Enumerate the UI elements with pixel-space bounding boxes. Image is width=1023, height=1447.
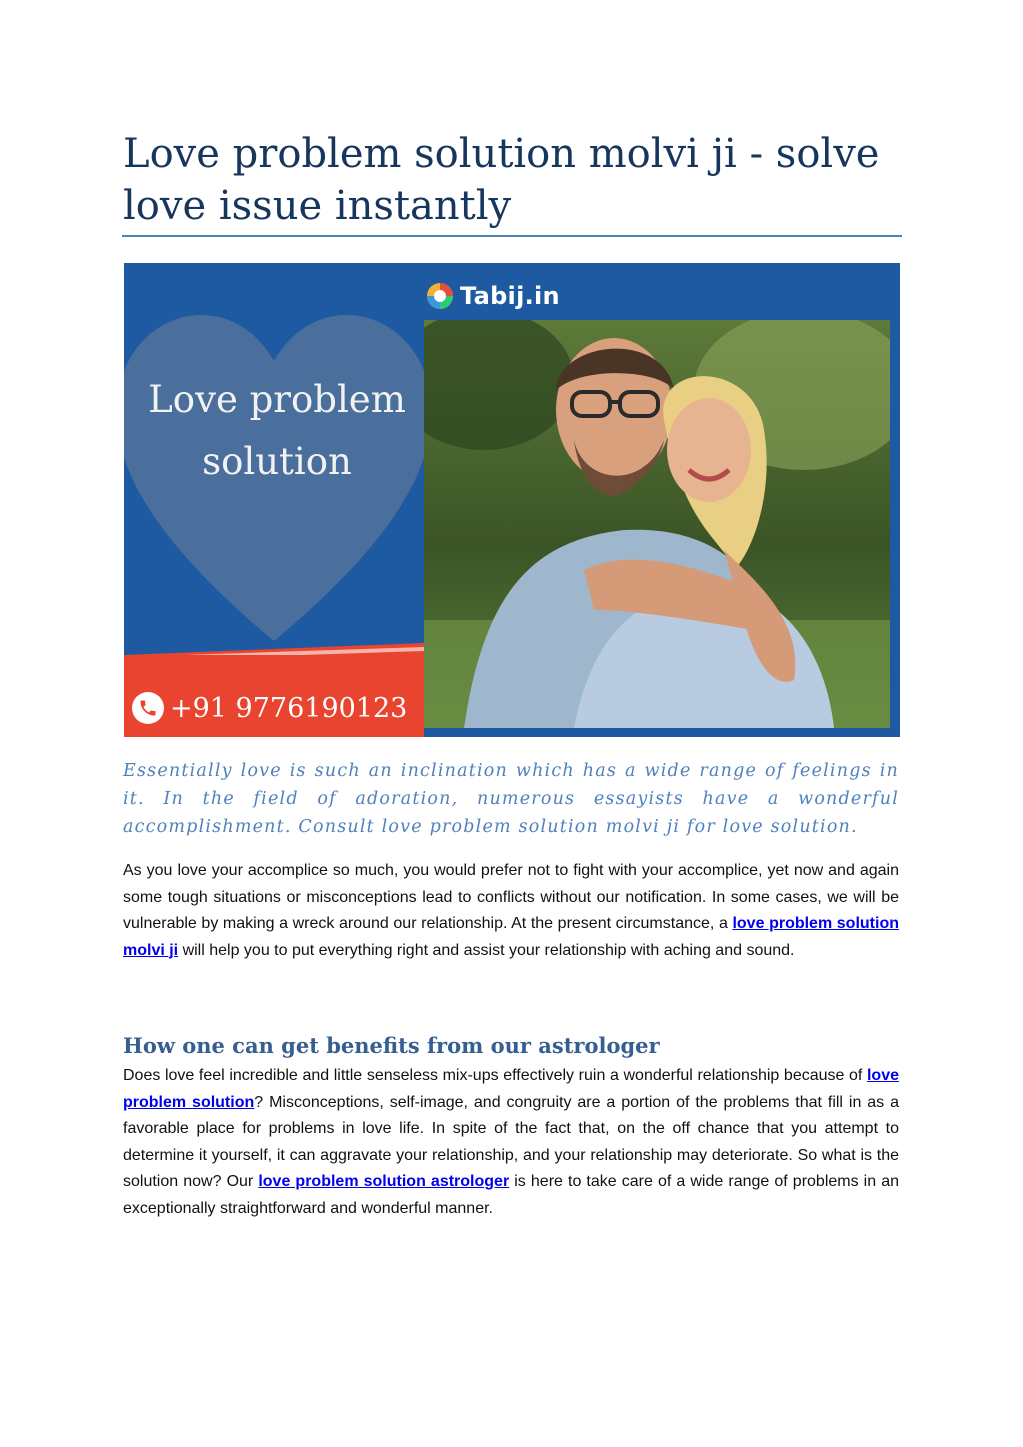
paragraph-2-text-a: Does love feel incredible and little senseless mix-ups effectively ruin a wonderful relationship because of: [123, 1067, 867, 1084]
paragraph-2: [123, 1063, 899, 1222]
paragraph-2-text-c: is here to take care of a wide range of problems in an exceptionally straightforward and wonderful manner.: [123, 1173, 900, 1217]
phone-icon: [132, 692, 164, 724]
phone-contact: [132, 688, 407, 728]
paragraph-1-text-a: As you love your accomplice so much, you would prefer not to fight with your accomplice, yet now and again some tough situations or misconceptions lead to conflicts without our notification. In some cases, we will be vulnerable by making a wreck around our relationship. At the present circumstance, a: [123, 862, 899, 932]
paragraph-1: [123, 858, 899, 964]
banner-headline-line1: Love problem: [148, 378, 406, 421]
couple-photo: [424, 320, 890, 728]
title-underline: [122, 235, 902, 237]
phone-number: +91 9776190123: [170, 692, 408, 724]
couple-illustration: [424, 320, 890, 728]
banner-headline-line2: solution: [202, 440, 352, 483]
love-problem-solution-link[interactable]: love problem solution: [123, 1067, 899, 1111]
paragraph-2-text-b: ? Misconceptions, self-image, and congruity are a portion of the problems that fill in as a favorable place for problems in love life. In spite of the fact that, on the off chance that you attempt to determine it yourself, it can aggravate your relationship, and your relationship may deteriorate. So what is the solution now? Our: [123, 1093, 900, 1190]
love-problem-solution-molvi-ji-link[interactable]: love problem solution molvi ji: [123, 915, 899, 959]
page-title: Love problem solution molvi ji - solve love issue instantly: [123, 131, 880, 229]
section-heading: How one can get benefits from our astrologer: [123, 1033, 660, 1058]
intro-paragraph: Essentially love is such an inclination which has a wide range of feelings in it. In the field of adoration, numerous essayists have a wonderful accomplishment. Consult love problem solution molvi ji for love solution.: [123, 761, 899, 837]
banner-logo: [426, 279, 560, 313]
paragraph-1-text-b: will help you to put everything right and assist your relationship with aching and sound.: [178, 941, 795, 959]
love-problem-solution-astrologer-link[interactable]: love problem solution astrologer: [258, 1173, 510, 1190]
sun-logo-icon: [426, 282, 454, 310]
banner-headline: [132, 369, 422, 493]
banner-image: [124, 263, 900, 737]
logo-text: Tabij.in: [460, 282, 560, 310]
